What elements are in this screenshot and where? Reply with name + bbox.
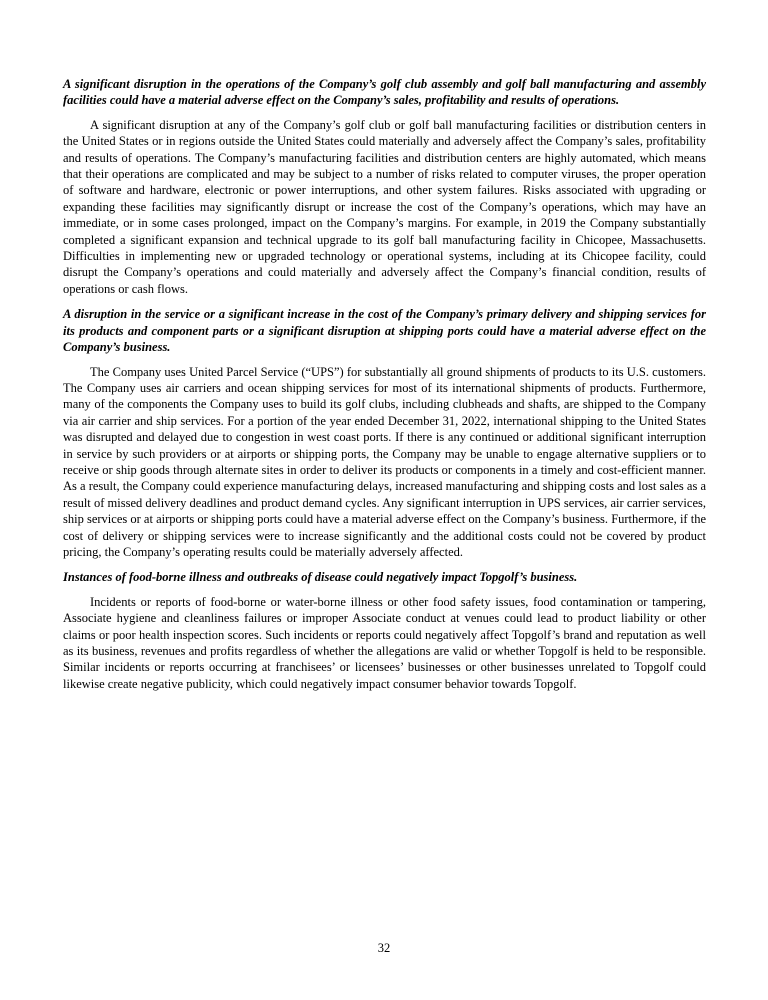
risk-heading: Instances of food-borne illness and outbreaks of disease could negatively impact Topgolf’s business. (63, 570, 578, 585)
risk-section-foodborne-illness (63, 569, 706, 692)
page-footer (0, 939, 768, 957)
risk-section-shipping-disruption (63, 306, 706, 560)
risk-section-manufacturing-disruption (63, 76, 706, 297)
risk-paragraph: The Company uses United Parcel Service (“UPS”) for substantially all ground shipments of products to its U.S. customers. The Company uses air carriers and ocean shipping services for most of its international shipments of products. Furthermore, many of the components the Company uses to build its golf clubs, including clubheads and shafts, are shipped to the Company via air carrier and ship services. For a portion of the year ended December 31, 2022, international shipping to the United States was disrupted and delayed due to congestion in west coast ports. If there is any continued or additional significant interruption in service by such providers or at airports or shipping ports, the Company may be unable to engage alternative suppliers or to receive or ship goods through alternate sites in order to deliver its products or components in a timely and cost-efficient manner. As a result, the Company could experience manufacturing delays, increased manufacturing and shipping costs and lost sales as a result of missed delivery deadlines and product demand cycles. Any significant interruption in UPS services, air carrier services, ship services or at airports or shipping ports could have a material adverse effect on the Company’s business. Furthermore, if the cost of delivery or shipping services were to increase significantly and the additional costs could not be covered by product pricing, the Company’s operating results could be materially adversely affected. (63, 364, 706, 559)
risk-paragraph: Incidents or reports of food-borne or water-borne illness or other food safety issues, food contamination or tampering, Associate hygiene and cleanliness failures or improper Associate conduct at venues could lead to product liability or other claims or poor health inspection scores. Such incidents or reports could negatively affect Topgolf’s brand and reputation as well as its business, revenues and profits regardless of whether the allegations are valid or whether Topgolf is held to be responsible. Similar incidents or reports occurring at franchisees’ or licensees’ businesses or other businesses unrelated to Topgolf could likewise create negative publicity, which could negatively impact consumer behavior towards Topgolf. (63, 594, 706, 691)
risk-paragraph: A significant disruption at any of the Company’s golf club or golf ball manufacturing facilities or distribution centers in the United States or in regions outside the United States could materially and adversely affect the Company’s sales, profitability and results of operations. The Company’s manufacturing facilities and distribution centers are highly automated, which means that their operations are complicated and may be subject to a number of risks related to computer viruses, the proper operation of software and hardware, electronic or power interruptions, and other system failures. Risks associated with upgrading or expanding these facilities may significantly disrupt or increase the cost of the Company’s operations, which may have an immediate, or in some cases prolonged, impact on the Company’s margins. For example, in 2019 the Company substantially completed a significant expansion and technical upgrade to its golf ball manufacturing facility in Chicopee, Massachusetts. Difficulties in implementing new or upgraded technology or operational systems, including at its Chicopee facility, could disrupt the Company’s operations and could materially and adversely affect the Company’s financial condition, results of operations or cash flows. (63, 117, 706, 296)
risk-heading: A significant disruption in the operations of the Company’s golf club assembly and golf ball manufacturing and assembly facilities could have a material adverse effect on the Company’s sales, profitability and results of operations. (63, 77, 706, 108)
risk-heading: A disruption in the service or a significant increase in the cost of the Company’s primary delivery and shipping services for its products and component parts or a significant disruption at shipping ports could have a material adverse effect on the Company’s business. (63, 307, 706, 355)
page-number: 32 (377, 941, 391, 955)
